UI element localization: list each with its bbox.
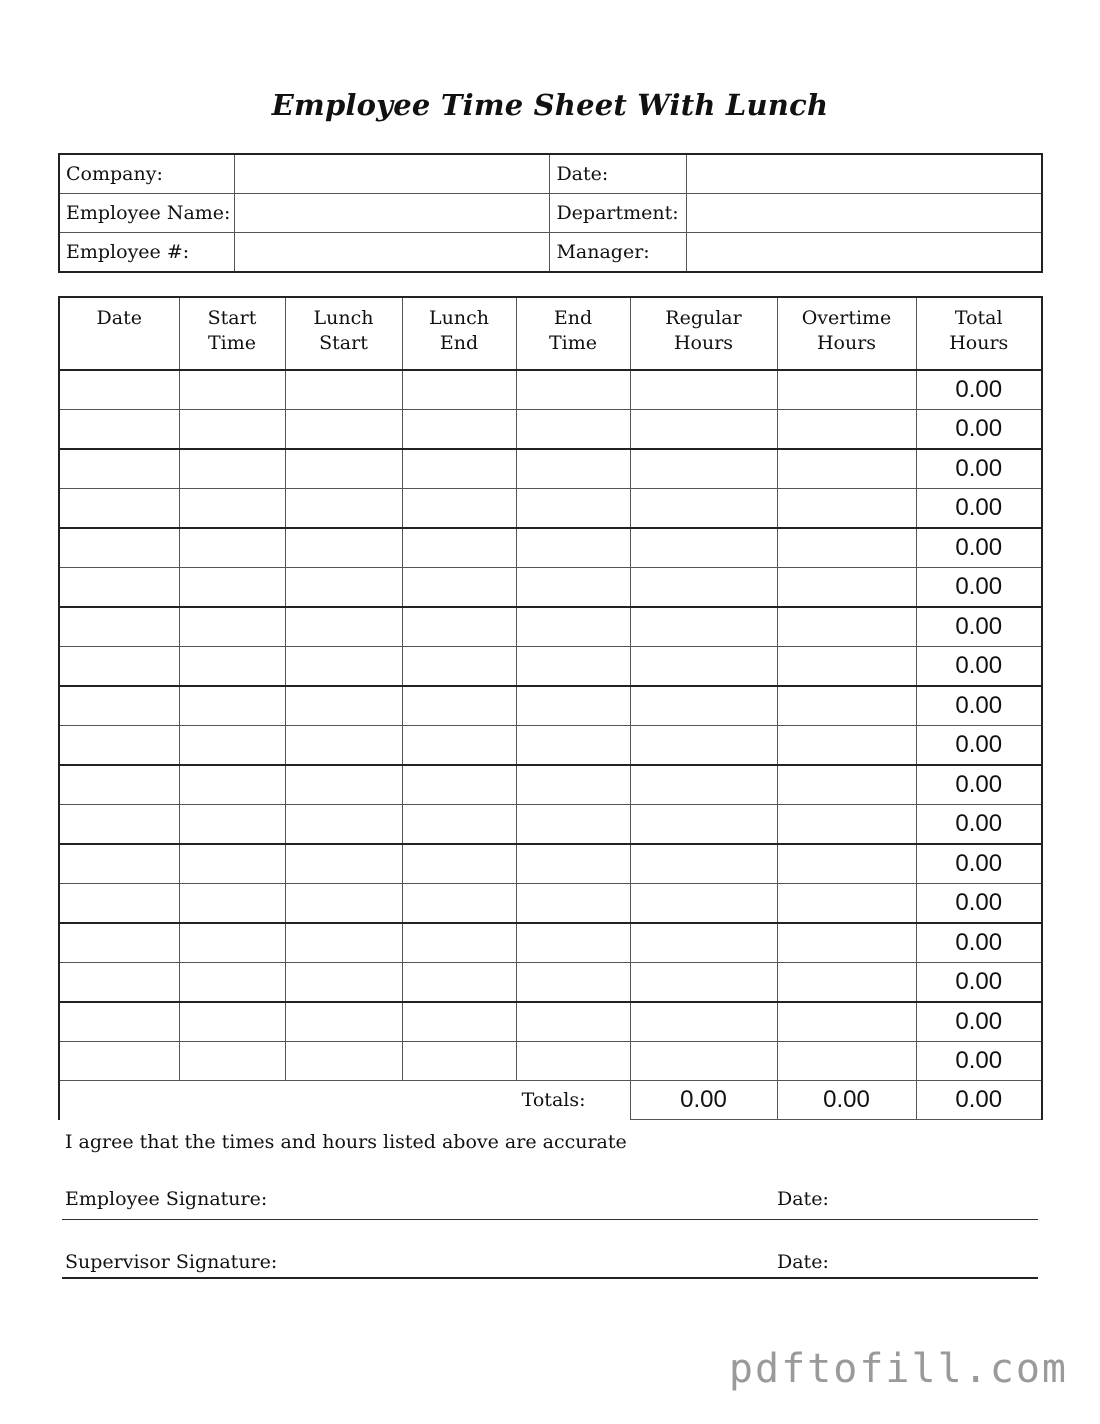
- lunch-end-cell[interactable]: [402, 963, 516, 1003]
- start-time-cell[interactable]: [179, 647, 285, 687]
- start-time-cell[interactable]: [179, 568, 285, 608]
- start-time-cell[interactable]: [179, 844, 285, 884]
- form-title: Employee Time Sheet With Lunch: [271, 88, 829, 122]
- lunch-start-cell[interactable]: [285, 923, 402, 963]
- total-hours-cell: 0.00: [916, 1002, 1042, 1042]
- manager-label: Manager:: [550, 233, 687, 273]
- regular-hours-cell[interactable]: [630, 1042, 777, 1081]
- table-row: [59, 1042, 1042, 1081]
- date-cell[interactable]: [59, 884, 179, 924]
- regular-hours-cell[interactable]: [630, 963, 777, 1003]
- end-time-cell[interactable]: [516, 686, 630, 726]
- table-row: [59, 528, 1042, 568]
- date-cell[interactable]: [59, 844, 179, 884]
- lunch-end-cell[interactable]: [402, 607, 516, 647]
- table-row: [59, 726, 1042, 766]
- total-hours-cell: 0.00: [916, 568, 1042, 608]
- lunch-end-cell[interactable]: [402, 1042, 516, 1081]
- regular-hours-cell[interactable]: [630, 489, 777, 529]
- overtime-hours-cell[interactable]: [777, 726, 916, 766]
- overtime-hours-cell[interactable]: [777, 410, 916, 450]
- date-field[interactable]: [687, 154, 1042, 194]
- total-hours-cell: 0.00: [916, 686, 1042, 726]
- col-lunch-end-line2: End: [439, 332, 479, 354]
- col-overtime-hours: [777, 297, 916, 370]
- end-time-cell[interactable]: [516, 765, 630, 805]
- regular-hours-cell[interactable]: [630, 765, 777, 805]
- lunch-start-cell[interactable]: [285, 1042, 402, 1081]
- total-hours-cell: 0.00: [916, 449, 1042, 489]
- regular-hours-cell[interactable]: [630, 923, 777, 963]
- col-regular-line1: Regular: [665, 307, 742, 329]
- lunch-end-cell[interactable]: [402, 568, 516, 608]
- regular-hours-cell[interactable]: [630, 1002, 777, 1042]
- table-row: [59, 370, 1042, 410]
- table-row: [59, 568, 1042, 608]
- end-time-cell[interactable]: [516, 844, 630, 884]
- total-hours-cell: 0.00: [916, 923, 1042, 963]
- table-row: [59, 489, 1042, 529]
- regular-hours-cell[interactable]: [630, 528, 777, 568]
- total-hours-cell: 0.00: [916, 884, 1042, 924]
- date-cell[interactable]: [59, 1042, 179, 1081]
- date-cell[interactable]: [59, 923, 179, 963]
- date-cell[interactable]: [59, 489, 179, 529]
- regular-hours-cell[interactable]: [630, 844, 777, 884]
- regular-hours-cell[interactable]: [630, 370, 777, 410]
- table-row: [59, 963, 1042, 1003]
- col-date: [59, 297, 179, 370]
- col-end-time: [516, 297, 630, 370]
- employee-name-label: Employee Name:: [59, 194, 235, 233]
- lunch-start-cell[interactable]: [285, 528, 402, 568]
- date-cell[interactable]: [59, 686, 179, 726]
- regular-hours-cell[interactable]: [630, 410, 777, 450]
- employee-signature-date-label: Date:: [777, 1188, 829, 1210]
- total-hours-cell: 0.00: [916, 805, 1042, 845]
- total-hours-cell: 0.00: [916, 844, 1042, 884]
- overtime-hours-cell[interactable]: [777, 765, 916, 805]
- total-hours-cell: 0.00: [916, 607, 1042, 647]
- time-log-table: [58, 296, 1043, 1120]
- regular-hours-total: 0.00: [630, 1081, 777, 1120]
- start-time-cell[interactable]: [179, 1002, 285, 1042]
- total-hours-cell: 0.00: [916, 489, 1042, 529]
- end-time-cell[interactable]: [516, 489, 630, 529]
- table-row: [59, 647, 1042, 687]
- lunch-start-cell[interactable]: [285, 805, 402, 845]
- table-row: [59, 1002, 1042, 1042]
- company-label: Company:: [59, 154, 235, 194]
- col-overtime-line2: Hours: [816, 332, 877, 354]
- date-cell[interactable]: [59, 568, 179, 608]
- col-start-time: [179, 297, 285, 370]
- start-time-cell[interactable]: [179, 607, 285, 647]
- col-lunch-start-line2: Start: [319, 332, 368, 354]
- overtime-hours-cell[interactable]: [777, 1042, 916, 1081]
- end-time-cell[interactable]: [516, 923, 630, 963]
- col-end-time-line2: Time: [548, 332, 597, 354]
- date-cell[interactable]: [59, 963, 179, 1003]
- col-regular-line2: Hours: [673, 332, 734, 354]
- lunch-end-cell[interactable]: [402, 528, 516, 568]
- col-date-label: Date: [96, 307, 142, 329]
- lunch-start-cell[interactable]: [285, 963, 402, 1003]
- lunch-end-cell[interactable]: [402, 489, 516, 529]
- overtime-hours-cell[interactable]: [777, 1002, 916, 1042]
- table-row: [59, 449, 1042, 489]
- lunch-start-cell[interactable]: [285, 647, 402, 687]
- total-hours-cell: 0.00: [916, 410, 1042, 450]
- watermark: pdftofill.com: [728, 1346, 1068, 1392]
- regular-hours-cell[interactable]: [630, 607, 777, 647]
- overtime-hours-cell[interactable]: [777, 607, 916, 647]
- lunch-start-cell[interactable]: [285, 489, 402, 529]
- col-overtime-line1: Overtime: [801, 307, 892, 329]
- employee-signature-rule: [62, 1219, 1038, 1220]
- totals-row: [59, 1081, 1042, 1120]
- lunch-end-cell[interactable]: [402, 805, 516, 845]
- end-time-cell[interactable]: [516, 963, 630, 1003]
- date-cell[interactable]: [59, 805, 179, 845]
- start-time-cell[interactable]: [179, 923, 285, 963]
- regular-hours-cell[interactable]: [630, 686, 777, 726]
- date-cell[interactable]: [59, 765, 179, 805]
- total-hours-cell: 0.00: [916, 1042, 1042, 1081]
- overtime-hours-cell[interactable]: [777, 963, 916, 1003]
- start-time-cell[interactable]: [179, 686, 285, 726]
- lunch-end-cell[interactable]: [402, 844, 516, 884]
- start-time-cell[interactable]: [179, 884, 285, 924]
- supervisor-signature-rule: [62, 1277, 1038, 1279]
- lunch-start-cell[interactable]: [285, 449, 402, 489]
- end-time-cell[interactable]: [516, 449, 630, 489]
- regular-hours-cell[interactable]: [630, 647, 777, 687]
- lunch-end-cell[interactable]: [402, 686, 516, 726]
- date-cell[interactable]: [59, 726, 179, 766]
- regular-hours-cell[interactable]: [630, 726, 777, 766]
- lunch-end-cell[interactable]: [402, 1002, 516, 1042]
- table-row: [59, 844, 1042, 884]
- regular-hours-cell[interactable]: [630, 884, 777, 924]
- end-time-cell[interactable]: [516, 370, 630, 410]
- table-row: [59, 923, 1042, 963]
- start-time-cell[interactable]: [179, 765, 285, 805]
- regular-hours-cell[interactable]: [630, 805, 777, 845]
- lunch-end-cell[interactable]: [402, 449, 516, 489]
- overtime-hours-cell[interactable]: [777, 884, 916, 924]
- end-time-cell[interactable]: [516, 1002, 630, 1042]
- date-cell[interactable]: [59, 647, 179, 687]
- employee-name-field[interactable]: [235, 194, 550, 233]
- table-row: [59, 410, 1042, 450]
- col-start-time-line1: Start: [207, 307, 257, 329]
- lunch-end-cell[interactable]: [402, 923, 516, 963]
- overtime-hours-cell[interactable]: [777, 844, 916, 884]
- overtime-hours-cell[interactable]: [777, 568, 916, 608]
- agreement-statement: I agree that the times and hours listed above are accurate: [65, 1131, 627, 1153]
- table-row: [59, 765, 1042, 805]
- lunch-start-cell[interactable]: [285, 884, 402, 924]
- regular-hours-cell[interactable]: [630, 449, 777, 489]
- lunch-start-cell[interactable]: [285, 765, 402, 805]
- end-time-cell[interactable]: [516, 410, 630, 450]
- total-hours-cell: 0.00: [916, 765, 1042, 805]
- overtime-hours-cell[interactable]: [777, 370, 916, 410]
- col-total-hours: [916, 297, 1042, 370]
- total-hours-cell: 0.00: [916, 647, 1042, 687]
- overtime-hours-cell[interactable]: [777, 686, 916, 726]
- end-time-cell[interactable]: [516, 607, 630, 647]
- col-end-time-line1: End: [553, 307, 593, 329]
- grand-total-hours: 0.00: [916, 1081, 1042, 1120]
- supervisor-signature-label: Supervisor Signature:: [65, 1251, 278, 1273]
- lunch-end-cell[interactable]: [402, 884, 516, 924]
- total-hours-cell: 0.00: [916, 963, 1042, 1003]
- lunch-end-cell[interactable]: [402, 726, 516, 766]
- lunch-start-cell[interactable]: [285, 410, 402, 450]
- end-time-cell[interactable]: [516, 726, 630, 766]
- lunch-end-cell[interactable]: [402, 370, 516, 410]
- col-lunch-start-line1: Lunch: [313, 307, 374, 329]
- start-time-cell[interactable]: [179, 370, 285, 410]
- date-cell[interactable]: [59, 1002, 179, 1042]
- start-time-cell[interactable]: [179, 726, 285, 766]
- date-cell[interactable]: [59, 410, 179, 450]
- lunch-end-cell[interactable]: [402, 410, 516, 450]
- overtime-hours-cell[interactable]: [777, 449, 916, 489]
- total-hours-cell: 0.00: [916, 726, 1042, 766]
- col-regular-hours: [630, 297, 777, 370]
- end-time-cell[interactable]: [516, 647, 630, 687]
- employee-signature-label: Employee Signature:: [65, 1188, 268, 1210]
- regular-hours-cell[interactable]: [630, 568, 777, 608]
- lunch-start-cell[interactable]: [285, 370, 402, 410]
- end-time-cell[interactable]: [516, 1042, 630, 1081]
- employee-number-label: Employee #:: [59, 233, 235, 273]
- manager-field[interactable]: [687, 233, 1042, 273]
- total-hours-cell: 0.00: [916, 370, 1042, 410]
- start-time-cell[interactable]: [179, 528, 285, 568]
- overtime-hours-cell[interactable]: [777, 489, 916, 529]
- table-row: [59, 805, 1042, 845]
- total-hours-cell: 0.00: [916, 528, 1042, 568]
- lunch-start-cell[interactable]: [285, 844, 402, 884]
- department-field[interactable]: [687, 194, 1042, 233]
- overtime-hours-cell[interactable]: [777, 805, 916, 845]
- col-lunch-start: [285, 297, 402, 370]
- lunch-end-cell[interactable]: [402, 765, 516, 805]
- lunch-start-cell[interactable]: [285, 726, 402, 766]
- date-cell[interactable]: [59, 528, 179, 568]
- lunch-start-cell[interactable]: [285, 686, 402, 726]
- lunch-end-cell[interactable]: [402, 647, 516, 687]
- date-cell[interactable]: [59, 370, 179, 410]
- table-row: [59, 686, 1042, 726]
- lunch-start-cell[interactable]: [285, 607, 402, 647]
- start-time-cell[interactable]: [179, 1042, 285, 1081]
- date-cell[interactable]: [59, 449, 179, 489]
- end-time-cell[interactable]: [516, 884, 630, 924]
- company-field[interactable]: [235, 154, 550, 194]
- end-time-cell[interactable]: [516, 568, 630, 608]
- col-total-line2: Hours: [949, 332, 1009, 354]
- table-row: [59, 884, 1042, 924]
- lunch-start-cell[interactable]: [285, 1002, 402, 1042]
- table-row: [59, 607, 1042, 647]
- end-time-cell[interactable]: [516, 528, 630, 568]
- col-total-line1: Total: [954, 307, 1003, 329]
- employee-number-field[interactable]: [235, 233, 550, 273]
- department-label: Department:: [550, 194, 687, 233]
- start-time-cell[interactable]: [179, 489, 285, 529]
- overtime-hours-cell[interactable]: [777, 923, 916, 963]
- employee-info-table: [58, 153, 1043, 273]
- totals-label: Totals:: [521, 1089, 586, 1112]
- overtime-hours-cell[interactable]: [777, 528, 916, 568]
- col-lunch-end: [402, 297, 516, 370]
- start-time-cell[interactable]: [179, 805, 285, 845]
- lunch-start-cell[interactable]: [285, 568, 402, 608]
- overtime-hours-total: 0.00: [777, 1081, 916, 1120]
- date-cell[interactable]: [59, 607, 179, 647]
- col-lunch-end-line1: Lunch: [429, 307, 489, 329]
- overtime-hours-cell[interactable]: [777, 647, 916, 687]
- date-label: Date:: [550, 154, 687, 194]
- start-time-cell[interactable]: [179, 449, 285, 489]
- end-time-cell[interactable]: [516, 805, 630, 845]
- supervisor-signature-date-label: Date:: [777, 1251, 829, 1273]
- start-time-cell[interactable]: [179, 410, 285, 450]
- start-time-cell[interactable]: [179, 963, 285, 1003]
- col-start-time-line2: Time: [207, 332, 256, 354]
